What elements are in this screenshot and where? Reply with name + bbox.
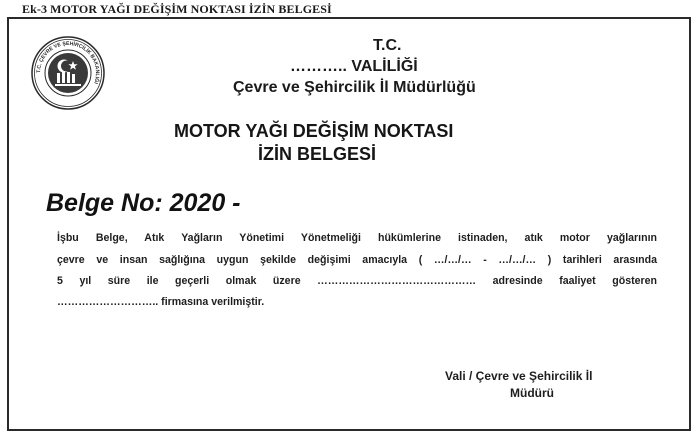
body-text-line3: 5 yıl süre ile geçerli olmak üzere ……………………………………… adresinde faaliyet gösteren [57,275,657,287]
document-caption: Ek-3 MOTOR YAĞI DEĞİŞİM NOKTASI İZİN BELGESİ [22,2,332,16]
header-mudurluk: Çevre ve Şehircilik İl Müdürlüğü [233,79,476,96]
header-valilik: ……….. VALİLİĞİ [290,58,418,75]
signature-title-line1: Vali / Çevre ve Şehircilik İl [445,369,593,383]
document-title-line1: MOTOR YAĞI DEĞİŞİM NOKTASI [174,121,454,141]
signature-title-line2: Müdürü [510,386,554,400]
seal-ring-text: T.C. ÇEVRE VE ŞEHİRCİLİK BAKANLIĞI [35,40,101,85]
body-text-line1: İşbu Belge, Atık Yağların Yönetimi Yönetmeliği hükümlerine istinaden, atık motor yağlarının [57,232,657,244]
body-text-line4: ……………………….. firmasına verilmiştir. [57,296,265,308]
ministry-emblem-icon [48,53,88,93]
document-title-line2: İZİN BELGESİ [258,144,377,164]
ministry-seal-icon [30,35,106,111]
header-tc: T.C. [373,37,402,54]
body-text-line2: çevre ve insan sağlığına uygun şekilde değişimi amacıyla ( …/…/… - …/…/… ) tarihleri arasında [57,254,657,266]
certificate-number: Belge No: 2020 - [46,189,241,217]
